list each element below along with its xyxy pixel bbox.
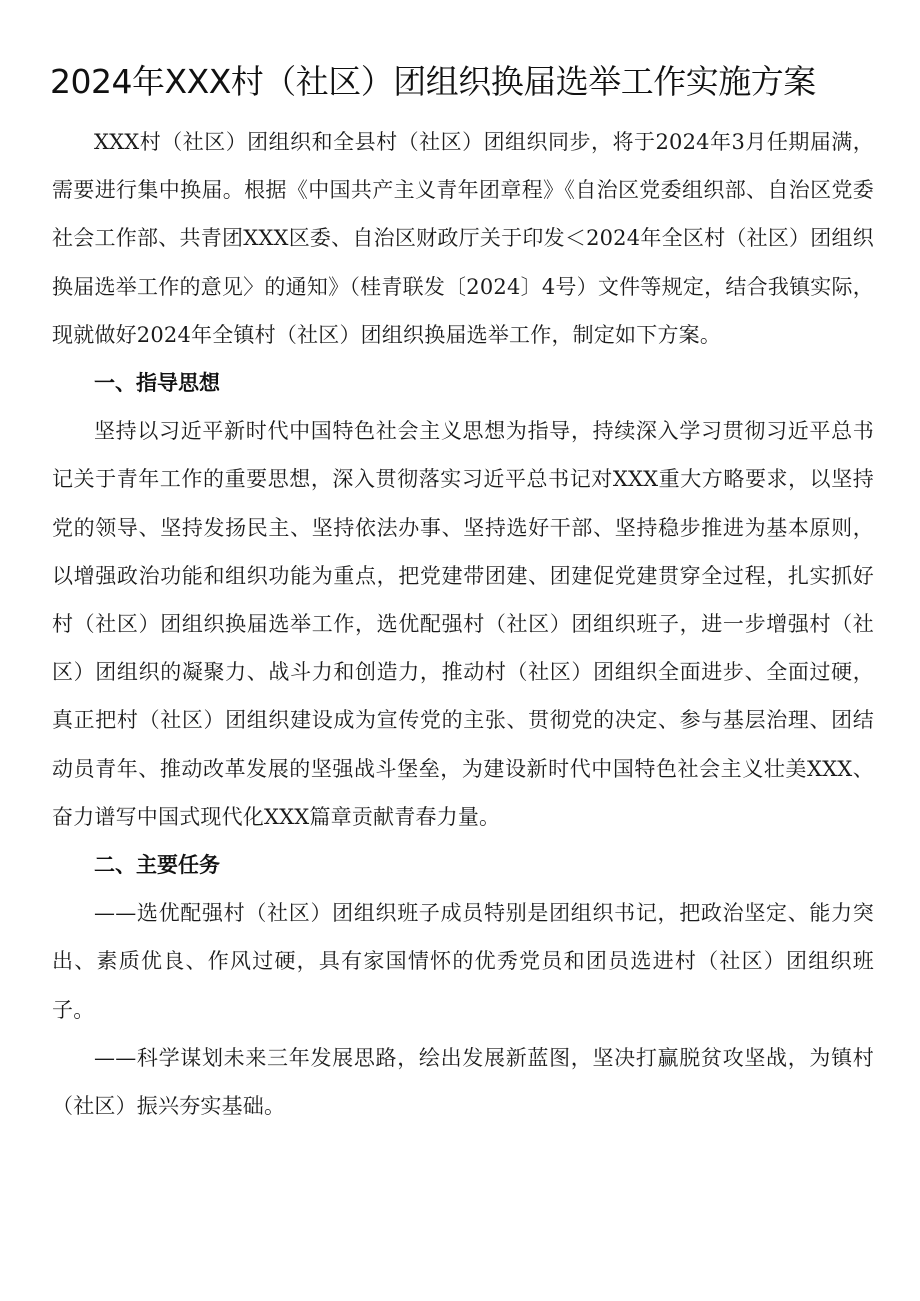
section-main-tasks bbox=[52, 841, 874, 1130]
task-item: ——选优配强村（社区）团组织班子成员特别是团组织书记，把政治坚定、能力突出、素质优良、作风过硬，具有家国情怀的优秀党员和团员选进村（社区）团组织班子。 bbox=[52, 901, 874, 1022]
document-body bbox=[52, 118, 874, 1130]
task-item: ——科学谋划未来三年发展思路，绘出发展新蓝图，坚决打赢脱贫攻坚战，为镇村（社区）振兴夯实基础。 bbox=[52, 1045, 874, 1119]
section-guiding-ideology bbox=[52, 359, 874, 841]
section-heading: 一、指导思想 bbox=[94, 371, 220, 396]
section-heading: 二、主要任务 bbox=[94, 853, 220, 878]
intro-paragraph: XXX村（社区）团组织和全县村（社区）团组织同步，将于2024年3月任期届满，需要进行集中换届。根据《中国共产主义青年团章程》《自治区党委组织部、自治区党委社会工作部、共青团XXX区委、自治区财政厅关于印发＜2024年全区村（社区）团组织换届选举工作的意见〉的通知》（桂青联发〔2024〕4号）文件等规定，结合我镇实际，现就做好2024年全镇村（社区）团组织换届选举工作，制定如下方案。 bbox=[52, 130, 874, 347]
section-paragraph: 坚持以习近平新时代中国特色社会主义思想为指导，持续深入学习贯彻习近平总书记关于青年工作的重要思想，深入贯彻落实习近平总书记对XXX重大方略要求，以坚持党的领导、坚持发扬民主、坚持依法办事、坚持选好干部、坚持稳步推进为基本原则，以增强政治功能和组织功能为重点，把党建带团建、团建促党建贯穿全过程，扎实抓好村（社区）团组织换届选举工作，选优配强村（社区）团组织班子，进一步增强村（社区）团组织的凝聚力、战斗力和创造力，推动村（社区）团组织全面进步、全面过硬，真正把村（社区）团组织建设成为宣传党的主张、贯彻党的决定、参与基层治理、团结动员青年、推动改革发展的坚强战斗堡垒，为建设新时代中国特色社会主义壮美XXX、奋力谱写中国式现代化XXX篇章贡献青春力量。 bbox=[52, 419, 874, 829]
document-title: 2024年XXX村（社区）团组织换届选举工作实施方案 bbox=[50, 62, 816, 101]
